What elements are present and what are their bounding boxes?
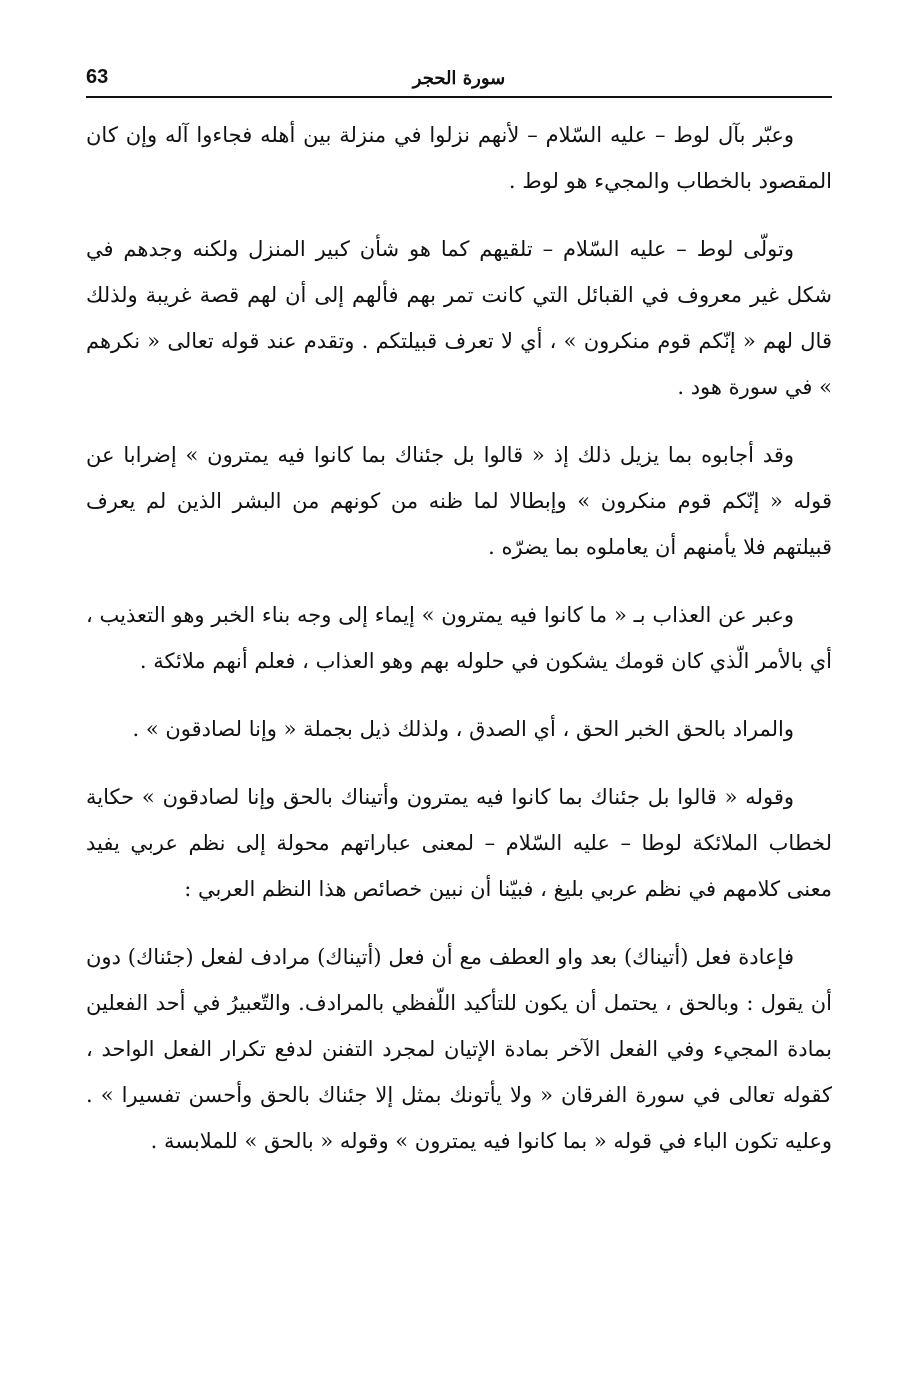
running-title: سورة الحجر xyxy=(412,68,506,89)
paragraph: وعبر عن العذاب بـ « ما كانوا فيه يمترون » إيماء إلى وجه بناء الخبر وهو التعذيب ، أي بالأمر الّذي كان قومك يشكون في حلوله بهم وهو العذاب ، فعلم أنهم ملائكة . xyxy=(86,603,832,673)
header-rule xyxy=(86,96,832,98)
paragraph: والمراد بالحق الخبر الحق ، أي الصدق ، ولذلك ذيل بجملة « وإنا لصادقون » . xyxy=(132,717,794,741)
paragraph: وتولّى لوط – عليه السّلام – تلقيهم كما هو شأن كبير المنزل ولكنه وجدهم في شكل غير معروف في القبائل التي كانت تمر بهم فألهم إلى أن لهم قصة غريبة ولذلك قال لهم « إنّكم قوم منكرون » ، أي لا تعرف قبيلتكم . وتقدم عند قوله تعالى « نكرهم » في سورة هود . xyxy=(86,237,832,399)
paragraph: فإعادة فعل (أتيناك) بعد واو العطف مع أن فعل (أتيناك) مرادف لفعل (جئناك) دون أن يقول : وبالحق ، يحتمل أن يكون للتأكيد اللّفظي بالمرادف. والتّعبيرُ في أحد الفعلين بمادة المجيء وفي الفعل الآخر بمادة الإتيان لمجرد التفنن لدفع تكرار الفعل الواحد ، كقوله تعالى في سورة الفرقان « ولا يأتونك بمثل إلا جئناك بالحق وأحسن تفسيرا » . وعليه تكون الباء في قوله « بما كانوا فيه يمترون » وقوله « بالحق » للملابسة . xyxy=(86,945,832,1153)
paragraph: وقوله « قالوا بل جئناك بما كانوا فيه يمترون وأتيناك بالحق وإنا لصادقون » حكاية لخطاب الملائكة لوطا – عليه السّلام – لمعنى عباراتهم محولة إلى نظم عربي يفيد معنى كلامهم في نظم عربي بليغ ، فبيّنا أن نبين خصائص هذا النظم العربي : xyxy=(86,785,832,901)
paragraph: وعبّر بآل لوط – عليه السّلام – لأنهم نزلوا في منزلة بين أهله فجاءوا آله وإن كان المقصود بالخطاب والمجيء هو لوط . xyxy=(86,123,832,193)
page-number: 63 xyxy=(86,66,109,88)
page-header xyxy=(86,62,832,98)
body-text xyxy=(86,112,832,1186)
paragraph: وقد أجابوه بما يزيل ذلك إذ « قالوا بل جئناك بما كانوا فيه يمترون » إضرابا عن قوله « إنّكم قوم منكرون » وإبطالا لما ظنه من كونهم من البشر الذين لم يعرف قبيلتهم فلا يأمنهم أن يعاملوه بما يضرّه . xyxy=(86,443,832,559)
